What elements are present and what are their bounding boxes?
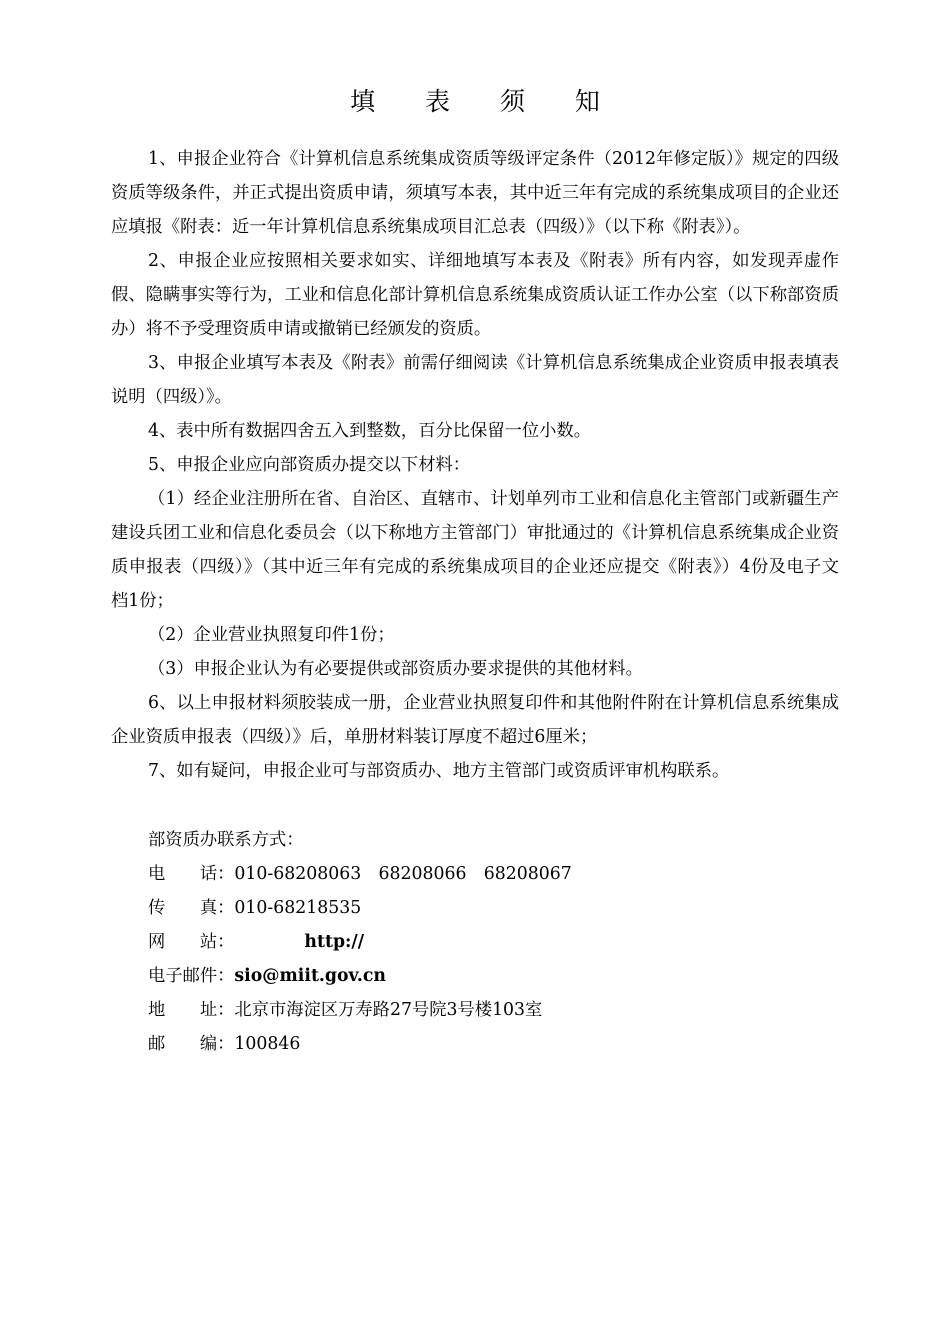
instructions-body	[111, 142, 839, 788]
instruction-2: 2、申报企业应按照相关要求如实、详细地填写本表及《附表》所有内容，如发现弄虚作假、隐瞒事实等行为，工业和信息化部计算机信息系统集成资质认证工作办公室（以下称部资质办）将不予受理资质申请或撤销已经颁发的资质。	[111, 251, 839, 339]
instruction-1: 1、申报企业符合《计算机信息系统集成资质等级评定条件（2012年修定版）》规定的四级资质等级条件，并正式提出资质申请，须填写本表，其中近三年有完成的系统集成项目的企业还应填报《附表：近一年计算机信息系统集成项目汇总表（四级）》（以下称《附表》）。	[111, 149, 839, 237]
instruction-7: 7、如有疑问，申报企业可与部资质办、地方主管部门或资质评审机构联系。	[148, 761, 730, 781]
phone-label: 电 话：	[148, 864, 235, 884]
instruction-5-item-1: （1）经企业注册所在省、自治区、直辖市、计划单列市工业和信息化主管部门或新疆生产建设兵团工业和信息化委员会（以下称地方主管部门）审批通过的《计算机信息系统集成企业资质申报表（四级）》（其中近三年有完成的系统集成项目的企业还应提交《附表》）4份及电子文档1份；	[111, 489, 839, 611]
page-title: 填 表 须 知	[350, 87, 621, 116]
instruction-6: 6、以上申报材料须胶装成一册，企业营业执照复印件和其他附件附在计算机信息系统集成企业资质申报表（四级）》后，单册材料装订厚度不超过6厘米；	[111, 693, 839, 747]
instruction-5: 5、申报企业应向部资质办提交以下材料：	[148, 455, 471, 475]
contact-fax	[148, 891, 808, 925]
address-label: 地 址：	[148, 1000, 235, 1020]
contact-address	[148, 993, 808, 1027]
contact-phone	[148, 857, 808, 891]
contact-info	[148, 823, 808, 1061]
phone-value: 010-68208063 68208066 68208067	[234, 864, 572, 884]
postcode-label: 邮 编：	[148, 1034, 235, 1054]
fax-label: 传 真：	[148, 898, 235, 918]
contact-heading: 部资质办联系方式：	[148, 830, 304, 850]
instruction-5-item-3: （3）申报企业认为有必要提供或部资质办要求提供的其他材料。	[148, 659, 643, 679]
email-value[interactable]: sio@miit.gov.cn	[234, 966, 386, 986]
instruction-4: 4、表中所有数据四舍五入到整数，百分比保留一位小数。	[148, 421, 592, 441]
email-label: 电子邮件：	[148, 966, 235, 986]
website-value[interactable]: http://	[304, 932, 365, 952]
instruction-5-item-2: （2）企业营业执照复印件1份；	[148, 625, 395, 645]
postcode-value: 100846	[234, 1034, 301, 1054]
address-value: 北京市海淀区万寿路27号院3号楼103室	[234, 1000, 543, 1020]
contact-website	[148, 925, 808, 959]
instruction-3: 3、申报企业填写本表及《附表》前需仔细阅读《计算机信息系统集成企业资质申报表填表说明（四级）》。	[111, 353, 839, 407]
contact-email	[148, 959, 808, 993]
website-label: 网 站：	[148, 932, 235, 952]
fax-value: 010-68218535	[234, 898, 362, 918]
contact-postcode	[148, 1027, 808, 1061]
